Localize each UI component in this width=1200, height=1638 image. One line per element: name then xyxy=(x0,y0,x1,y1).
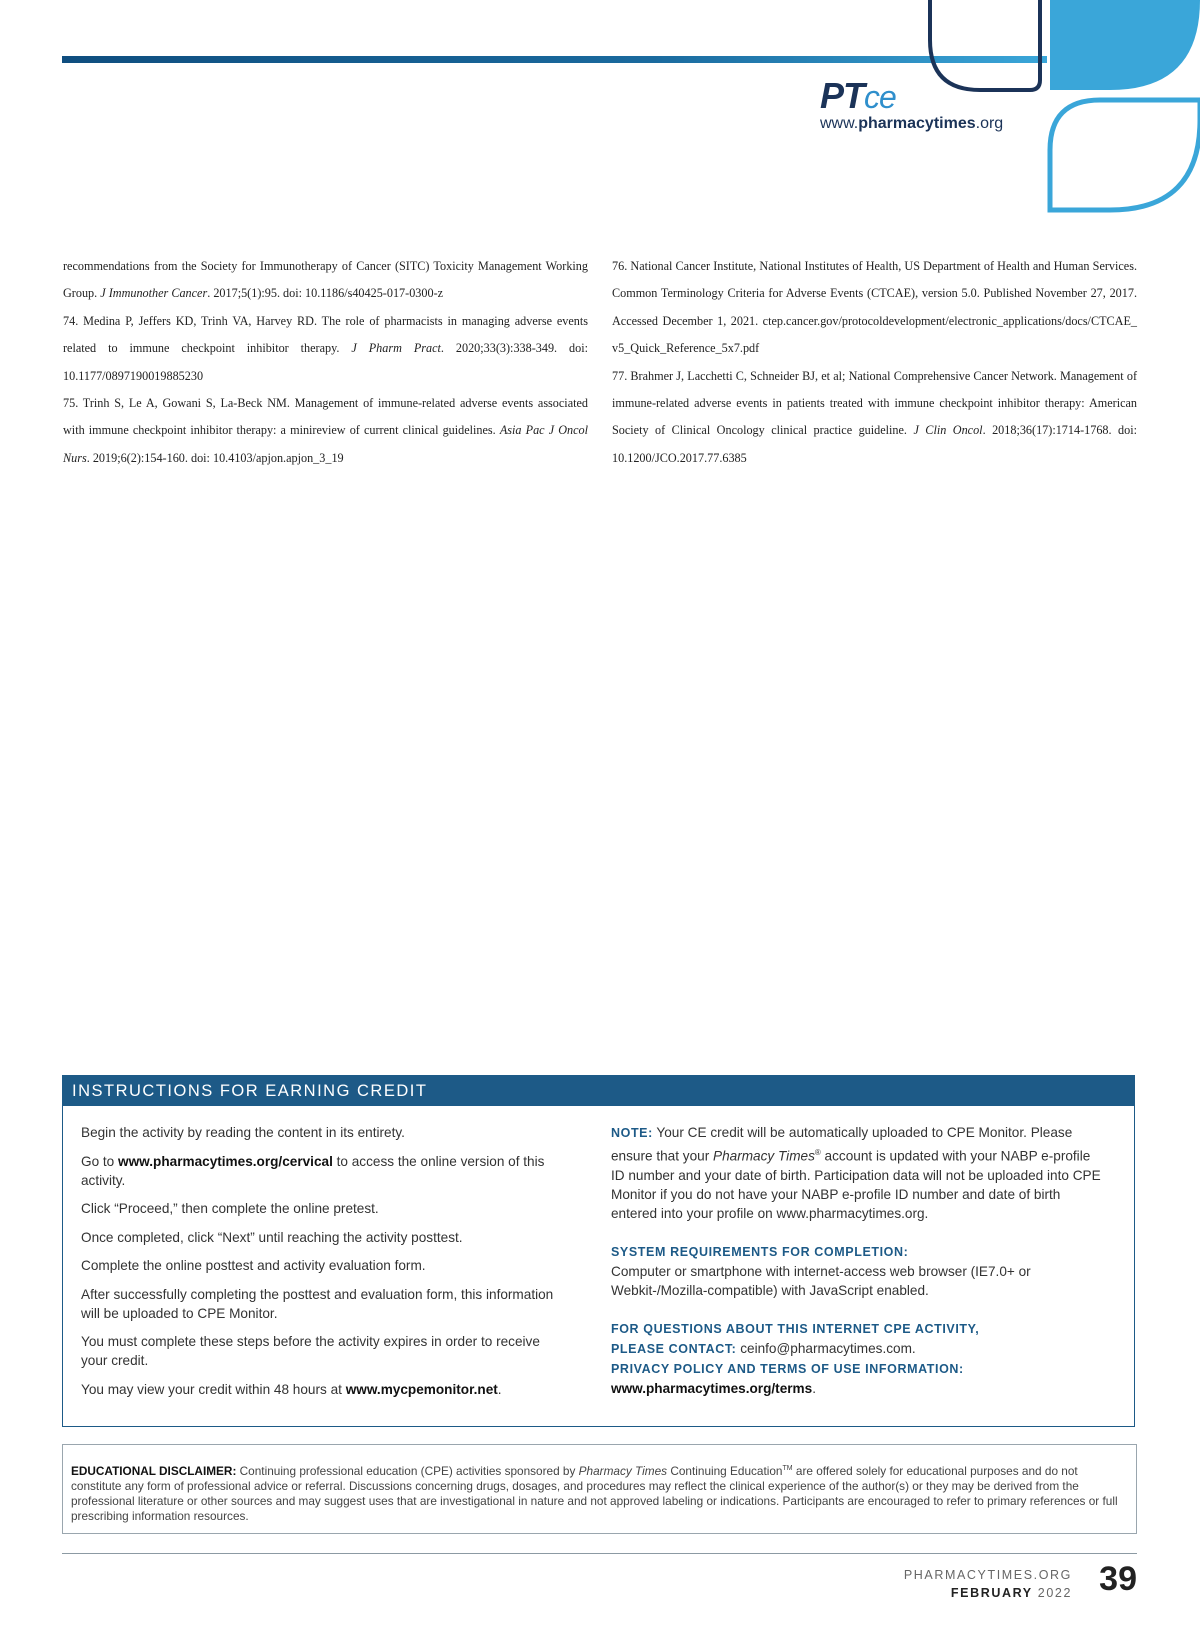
header-rule xyxy=(62,56,1047,63)
credit-steps xyxy=(81,1123,561,1408)
activity-link[interactable]: www.pharmacytimes.org/cervical xyxy=(118,1153,333,1169)
credit-step: Begin the activity by reading the content in its entirety. xyxy=(81,1125,405,1140)
credit-step: You must complete these steps before the activity expires in order to receive your credit. xyxy=(81,1334,540,1368)
references-column-right xyxy=(612,253,1137,472)
credit-step: You may view your credit within 48 hours at www.mycpemonitor.net. xyxy=(81,1381,502,1397)
footer-rule xyxy=(62,1553,1137,1554)
credit-step: Go to www.pharmacytimes.org/cervical to access the online version of this activity. xyxy=(81,1153,545,1188)
credit-step: Complete the online posttest and activity evaluation form. xyxy=(81,1258,426,1273)
ptce-logo: PTce www.pharmacytimes.org xyxy=(820,75,1004,132)
educational-disclaimer: EDUCATIONAL DISCLAIMER: Continuing professional education (CPE) activities sponsored by Pharmacy Times Continuing Education™ are offered solely for educational purposes and do not constitute any form of professional advice or referral. Discussions concerning drugs, dosages, and procedures may reflect the clinical experience of the author(s) or they may be derived from the professional literature or other sources and may suggest uses that are investigational in nature and not approved labeling or indications. Participants are encouraged to refer to primary references or full prescribing information resources. xyxy=(62,1444,1137,1534)
terms-link[interactable]: www.pharmacytimes.org/terms xyxy=(611,1380,813,1396)
contact-email[interactable]: ceinfo@pharmacytimes.com. xyxy=(736,1340,916,1356)
note-paragraph: NOTE: Your CE credit will be automatically uploaded to CPE Monitor. Please ensure that your Pharmacy Times® account is updated with your NABP e-profile ID number and your date of birth. Participation data will not be uploaded into CPE Monitor if you do not have your NABP e-profile ID number and date of birth entered into your profile on www.pharmacytimes.org. xyxy=(611,1125,1101,1221)
footer-site: PHARMACYTIMES.ORG xyxy=(903,1568,1072,1582)
footer-date: FEBRUARY 2022 xyxy=(950,1586,1072,1600)
earning-credit-title: INSTRUCTIONS FOR EARNING CREDIT xyxy=(63,1076,1134,1106)
reference-76: 76. National Cancer Institute, National Institutes of Health, US Department of Health and Human Services. Common Terminology Criteria for Adverse Events (CTCAE), version 5.0. Published November 27, 2017. Accessed December 1, 2021. ctep.cancer.gov/protocoldevelopment/electronic_applications/docs/CTCAE_v5_Quick_Reference_5x7.pdf xyxy=(612,259,1137,356)
logo-url: www.pharmacytimes.org xyxy=(820,115,1004,132)
reference-74: 74. Medina P, Jeffers KD, Trinh VA, Harvey RD. The role of pharmacists in managing adverse events related to immune checkpoint inhibitor therapy. J Pharm Pract. 2020;33(3):338-349. doi: 10.1177/0897190019885230 xyxy=(63,313,588,383)
system-requirements: SYSTEM REQUIREMENTS FOR COMPLETION: Computer or smartphone with internet-access web browser (IE7.0+ or Webkit-/Mozilla-compatible) with JavaScript enabled. xyxy=(611,1244,1031,1298)
references-column-left xyxy=(63,253,588,472)
reference-77: 77. Brahmer J, Lacchetti C, Schneider BJ, et al; National Comprehensive Cancer Network. Management of immune-related adverse events in patients treated with immune checkpoint inhibitor therapy: American Society of Clinical Oncology clinical practice guideline. J Clin Oncol. 2018;36(17):1714-1768. doi: 10.1200/JCO.2017.77.6385 xyxy=(612,368,1137,465)
cpe-monitor-link[interactable]: www.mycpemonitor.net xyxy=(345,1381,498,1397)
credit-step: After successfully completing the posttest and evaluation form, this information will be uploaded to CPE Monitor. xyxy=(81,1286,554,1321)
reference-75: 75. Trinh S, Le A, Gowani S, La-Beck NM. Management of immune-related adverse events associated with immune checkpoint inhibitor therapy: a minireview of current clinical guidelines. Asia Pac J Oncol Nurs. 2019;6(2):154-160. doi: 10.4103/apjon.apjon_3_19 xyxy=(63,396,588,465)
reference-73-cont: recommendations from the Society for Immunotherapy of Cancer (SITC) Toxicity Management Working Group. J Immunother Cancer. 2017;5(1):95. doi: 10.1186/s40425-017-0300-z xyxy=(63,259,588,301)
credit-notes xyxy=(611,1123,1101,1398)
credit-step: Click “Proceed,” then complete the online pretest. xyxy=(81,1201,379,1216)
page-number: 39 xyxy=(1099,1560,1137,1598)
contact-info: FOR QUESTIONS ABOUT THIS INTERNET CPE ACTIVITY, PLEASE CONTACT: ceinfo@pharmacytimes.com. PRIVACY POLICY AND TERMS OF USE INFORMATION: www.pharmacytimes.org/terms. xyxy=(611,1321,980,1396)
earning-credit-box xyxy=(62,1075,1135,1427)
credit-step: Once completed, click “Next” until reaching the activity posttest. xyxy=(81,1229,463,1245)
